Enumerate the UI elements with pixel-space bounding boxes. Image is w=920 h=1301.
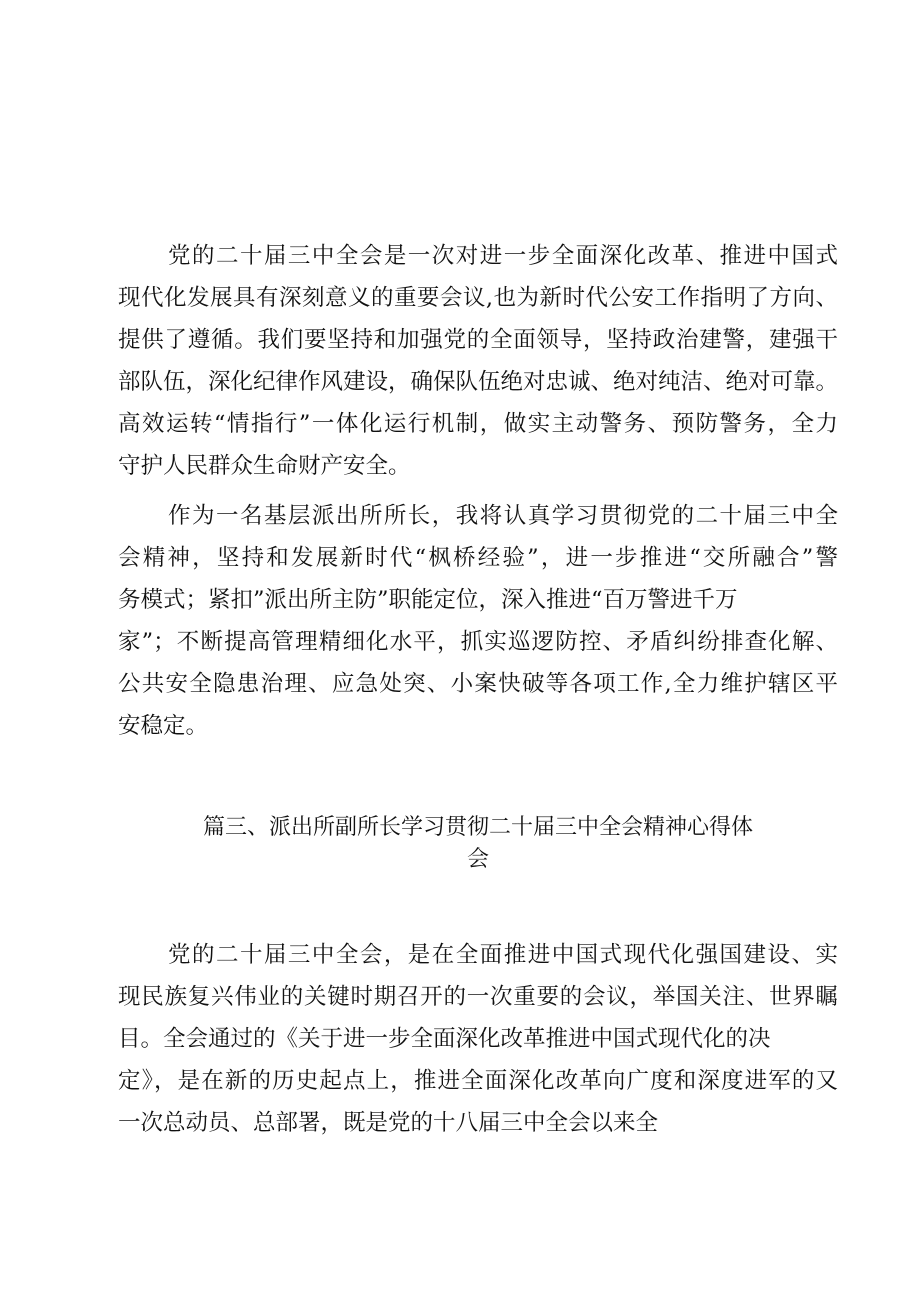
- paragraph-line: 高效运转“情指行”一体化运行机制，做实主动警务、预防警务，全力: [118, 411, 838, 437]
- paragraph-line: 党的二十届三中全会是一次对进一步全面深化改革、推进中国式: [168, 243, 838, 269]
- paragraph-line: 现民族复兴伟业的关键时期召开的一次重要的会议，举国关注、世界瞩: [118, 984, 838, 1010]
- paragraph-1: [118, 235, 838, 487]
- paragraph-line: 现代化发展具有深刻意义的重要会议,也为新时代公安工作指明了方向、: [118, 285, 838, 311]
- heading-line: 篇三、派出所副所长学习贯彻二十届三中全会精神心得体: [202, 815, 753, 840]
- paragraph-3: [118, 934, 838, 1144]
- paragraph-line: 目。全会通过的《关于进一步全面深化改革推进中国式现代化的决: [118, 1026, 771, 1052]
- paragraph-line: 务模式；紧扣”派出所主防”职能定位，深入推进“百万警进千万: [118, 587, 738, 613]
- paragraph-line: 定》，是在新的历史起点上，推进全面深化改革向广度和深度进军的又: [118, 1068, 838, 1094]
- paragraph-line: 部队伍，深化纪律作风建设，确保队伍绝对忠诚、绝对纯洁、绝对可靠。: [118, 369, 839, 395]
- paragraph-line: 公共安全隐患治理、应急处突、小案快破等各项工作,全力维护辖区平: [118, 671, 838, 697]
- paragraph-line: 会精神，坚持和发展新时代“枫桥经验”，进一步推进“交所融合”警: [118, 545, 838, 571]
- paragraph-line: 提供了遵循。我们要坚持和加强党的全面领导，坚持政治建警，建强干: [118, 327, 838, 353]
- paragraph-line: 安稳定。: [118, 713, 209, 739]
- paragraph-line: 党的二十届三中全会，是在全面推进中国式现代化强国建设、实: [168, 942, 838, 968]
- paragraph-2: [118, 495, 838, 747]
- section-heading: [118, 812, 838, 876]
- paragraph-line: 作为一名基层派出所所长，我将认真学习贯彻党的二十届三中全: [168, 503, 838, 529]
- paragraph-line: 守护人民群众生命财产安全。: [118, 453, 411, 479]
- paragraph-line: 家”；不断提高管理精细化水平，抓实巡逻防控、矛盾纠纷排查化解、: [118, 629, 838, 655]
- heading-line: 会: [466, 847, 489, 872]
- paragraph-line: 一次总动员、总部署，既是党的十八届三中全会以来全: [118, 1110, 659, 1136]
